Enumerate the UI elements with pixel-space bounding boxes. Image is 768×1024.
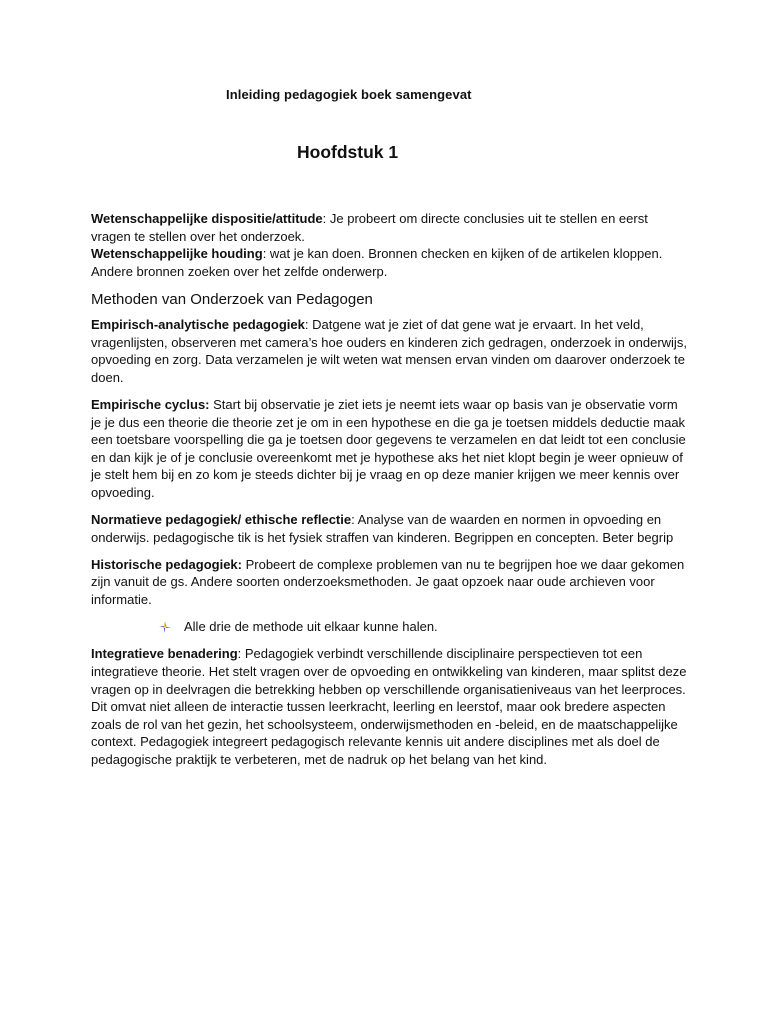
method-text: : Datgene wat je ziet of dat gene wat je ervaart. In het veld, vragenlijsten, observeren met camera’s hoe ouders en kinderen zich gedragen, onderzoek in onderwijs, opvoeding en zorg. Data verzamelen je wilt weten wat mensen ervan vinden om daarover onderzoek te doen. <box>91 316 687 385</box>
document-body <box>91 210 691 778</box>
document-title: Inleiding pedagogiek boek samengevat <box>226 87 472 102</box>
integrative-term: Integratieve benadering <box>91 646 238 662</box>
method-term: Empirisch-analytische pedagogiek <box>91 316 305 332</box>
method-paragraph <box>91 556 691 609</box>
chapter-title: Hoofdstuk 1 <box>297 142 399 162</box>
method-text: Probeert de complexe problemen van nu te begrijpen hoe we daar gekomen zijn vanuit de gs. Andere soorten onderzoeksmethoden. Je gaat opzoek naar oude archieven voor informatie. <box>91 556 685 608</box>
method-term: Normatieve pedagogiek/ ethische reflectie <box>91 512 352 528</box>
method-paragraph <box>91 316 691 386</box>
method-paragraph <box>91 396 691 502</box>
colored-diamond-bullet-icon <box>159 621 171 633</box>
integrative-text: : Pedagogiek verbindt verschillende disciplinaire perspectieven tot een integratieve theorie. Het stelt vragen over de opvoeding en ontwikkeling van kinderen, maar splitst deze vragen op in deelvragen die betrekking hebben op verschillende organisatieniveaus van het leerproces. Dit omvat niet alleen de interactie tussen leerkracht, leerling en leerstof, maar ook bredere aspecten zoals de rol van het gezin, het schoolsysteem, onderwijsmethoden en -beleid, en de maatschappelijke context. Pedagogiek integreert pedagogisch relevante kennis uit andere disciplines met als doel de pedagogische praktijk te verbeteren, met de nadruk op het belang van het kind. <box>91 646 687 767</box>
method-text: Start bij observatie je ziet iets je neemt iets waar op basis van je observatie vorm je je dus een theorie die theorie zet je om in een hypothese en die ga je toetsen middels deductie maak een toetsbare voorspelling die ga je toetsen door gegevens te verzamelen en dat leidt tot een conclusie en dan kijk je of je conclusie overeenkomt met je hypothese aks het niet klopt begin je weer opnieuw of je stelt hem bij en zo kom je steeds dichter bij je vraag en op deze manier krijgen we meer kennis over opvoeding. <box>91 396 686 500</box>
definition-paragraph <box>91 245 691 280</box>
integrative-paragraph <box>91 645 691 768</box>
definition-text: : wat je kan doen. Bronnen checken en kijken of de artikelen kloppen. Andere bronnen zoeken over het zelfde onderwerp. <box>91 246 663 279</box>
method-term: Historische pedagogiek: <box>91 556 242 572</box>
definition-paragraph <box>91 210 691 245</box>
method-paragraph <box>91 511 691 546</box>
definition-text: : Je probeert om directe conclusies uit te stellen en eerst vragen te stellen over het onderzoek. <box>91 211 648 244</box>
bullet-text: Alle drie de methode uit elkaar kunne halen. <box>184 619 438 635</box>
section-heading: Methoden van Onderzoek van Pedagogen <box>91 290 373 308</box>
method-term: Empirische cyclus: <box>91 396 210 412</box>
definition-term: Wetenschappelijke dispositie/attitude <box>91 211 323 226</box>
definition-term: Wetenschappelijke houding <box>91 246 263 262</box>
bullet-item <box>159 618 691 636</box>
method-text: : Analyse van de waarden en normen in opvoeding en onderwijs. pedagogische tik is het fysiek straffen van kinderen. Begrippen en concepten. Beter begrip <box>91 512 674 545</box>
